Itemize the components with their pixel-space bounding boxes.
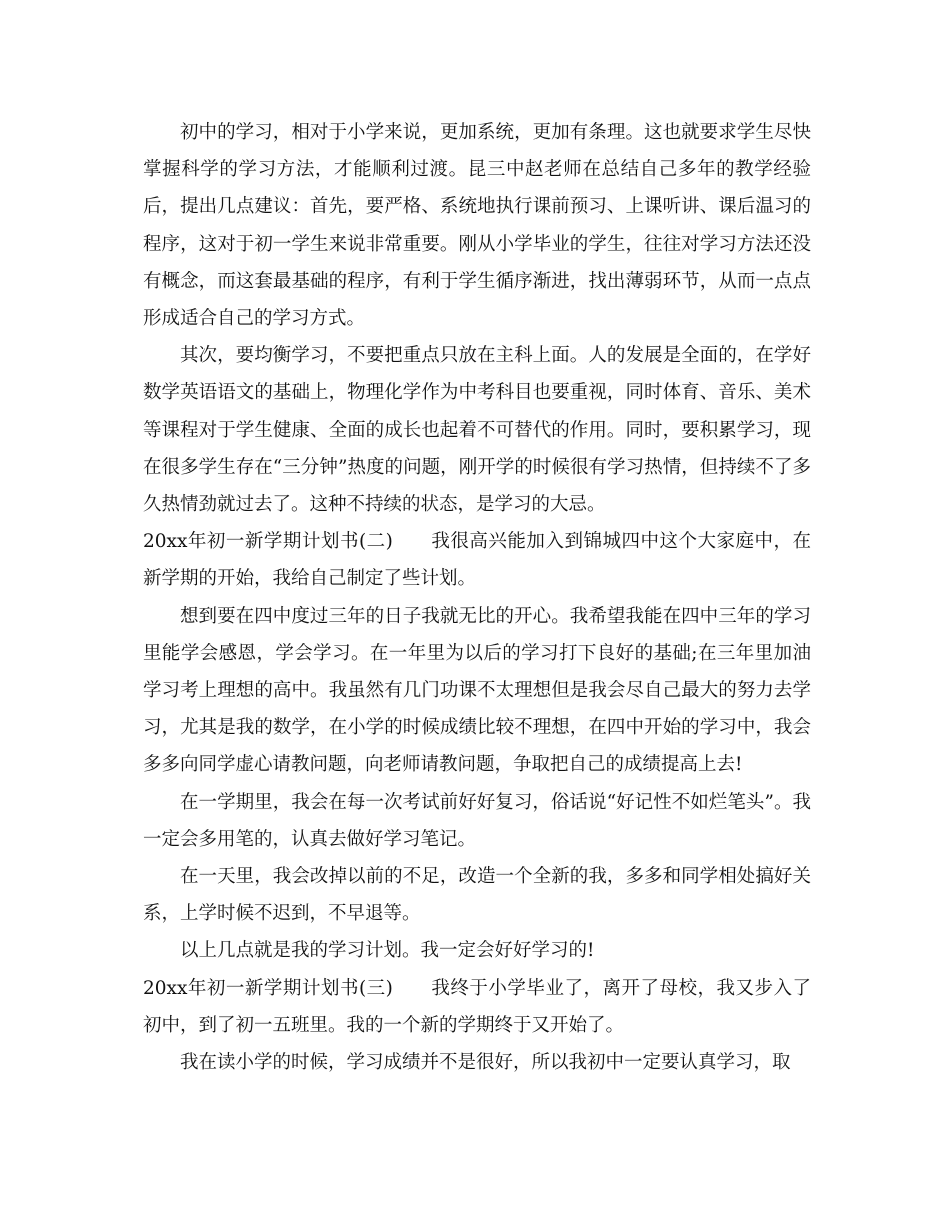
- section-heading-plan-3: [143, 970, 811, 1044]
- section-title: 20xx年初一新学期计划书(三): [143, 977, 393, 999]
- paragraph-primary-school: 我在读小学的时候，学习成绩并不是很好，所以我初中一定要认真学习，取: [180, 1052, 791, 1074]
- paragraph-one-semester: 在一学期里，我会在每一次考试前好好复习，俗话说“好记性不如烂笔头”。我一定会多用笔的，认真去做好学习笔记。: [143, 791, 811, 850]
- section-intro-text: 我很高兴能加入到锦城四中这个大家庭中，在新学期的开始，我给自己制定了些计划。: [143, 531, 811, 590]
- paragraph-summary: 以上几点就是我的学习计划。我一定会好好学习的!: [180, 940, 595, 962]
- section-title: 20xx年初一新学期计划书(二): [143, 531, 393, 553]
- document-body: [143, 114, 811, 1081]
- section-intro-text: 我终于小学毕业了，离开了母校，我又步入了初中，到了初一五班里。我的一个新的学期终于又开始了。: [143, 977, 811, 1036]
- paragraph-balanced-study: 其次，要均衡学习，不要把重点只放在主科上面。人的发展是全面的，在学好数学英语语文的基础上，物理化学作为中考科目也要重视，同时体育、音乐、美术等课程对于学生健康、全面的成长也起着不可替代的作用。同时，要积累学习，现在很多学生存在“三分钟”热度的问题，刚开学的时候很有学习热情，但持续不了多久热情劲就过去了。这种不持续的状态，是学习的大忌。: [143, 345, 811, 516]
- paragraph-study-habits: 初中的学习，相对于小学来说，更加系统，更加有条理。这也就要求学生尽快掌握科学的学习方法，才能顺利过渡。昆三中赵老师在总结自己多年的教学经验后，提出几点建议：首先，要严格、系统地执行课前预习、上课听讲、课后温习的程序，这对于初一学生来说非常重要。刚从小学毕业的学生，往往对学习方法还没有概念，而这套最基础的程序，有利于学生循序渐进，找出薄弱环节，从而一点点形成适合自己的学习方式。: [143, 122, 811, 330]
- paragraph-three-years: 想到要在四中度过三年的日子我就无比的开心。我希望我能在四中三年的学习里能学会感恩，学会学习。在一年里为以后的学习打下良好的基础;在三年里加油学习考上理想的高中。我虽然有几门功课不太理想但是我会尽自己最大的努力去学习，尤其是我的数学，在小学的时候成绩比较不理想，在四中开始的学习中，我会多多向同学虚心请教问题，向老师请教问题，争取把自己的成绩提高上去!: [143, 605, 811, 776]
- paragraph-one-day: 在一天里，我会改掉以前的不足，改造一个全新的我，多多和同学相处搞好关系，上学时候不迟到，不早退等。: [143, 866, 811, 925]
- section-heading-plan-2: [143, 523, 811, 597]
